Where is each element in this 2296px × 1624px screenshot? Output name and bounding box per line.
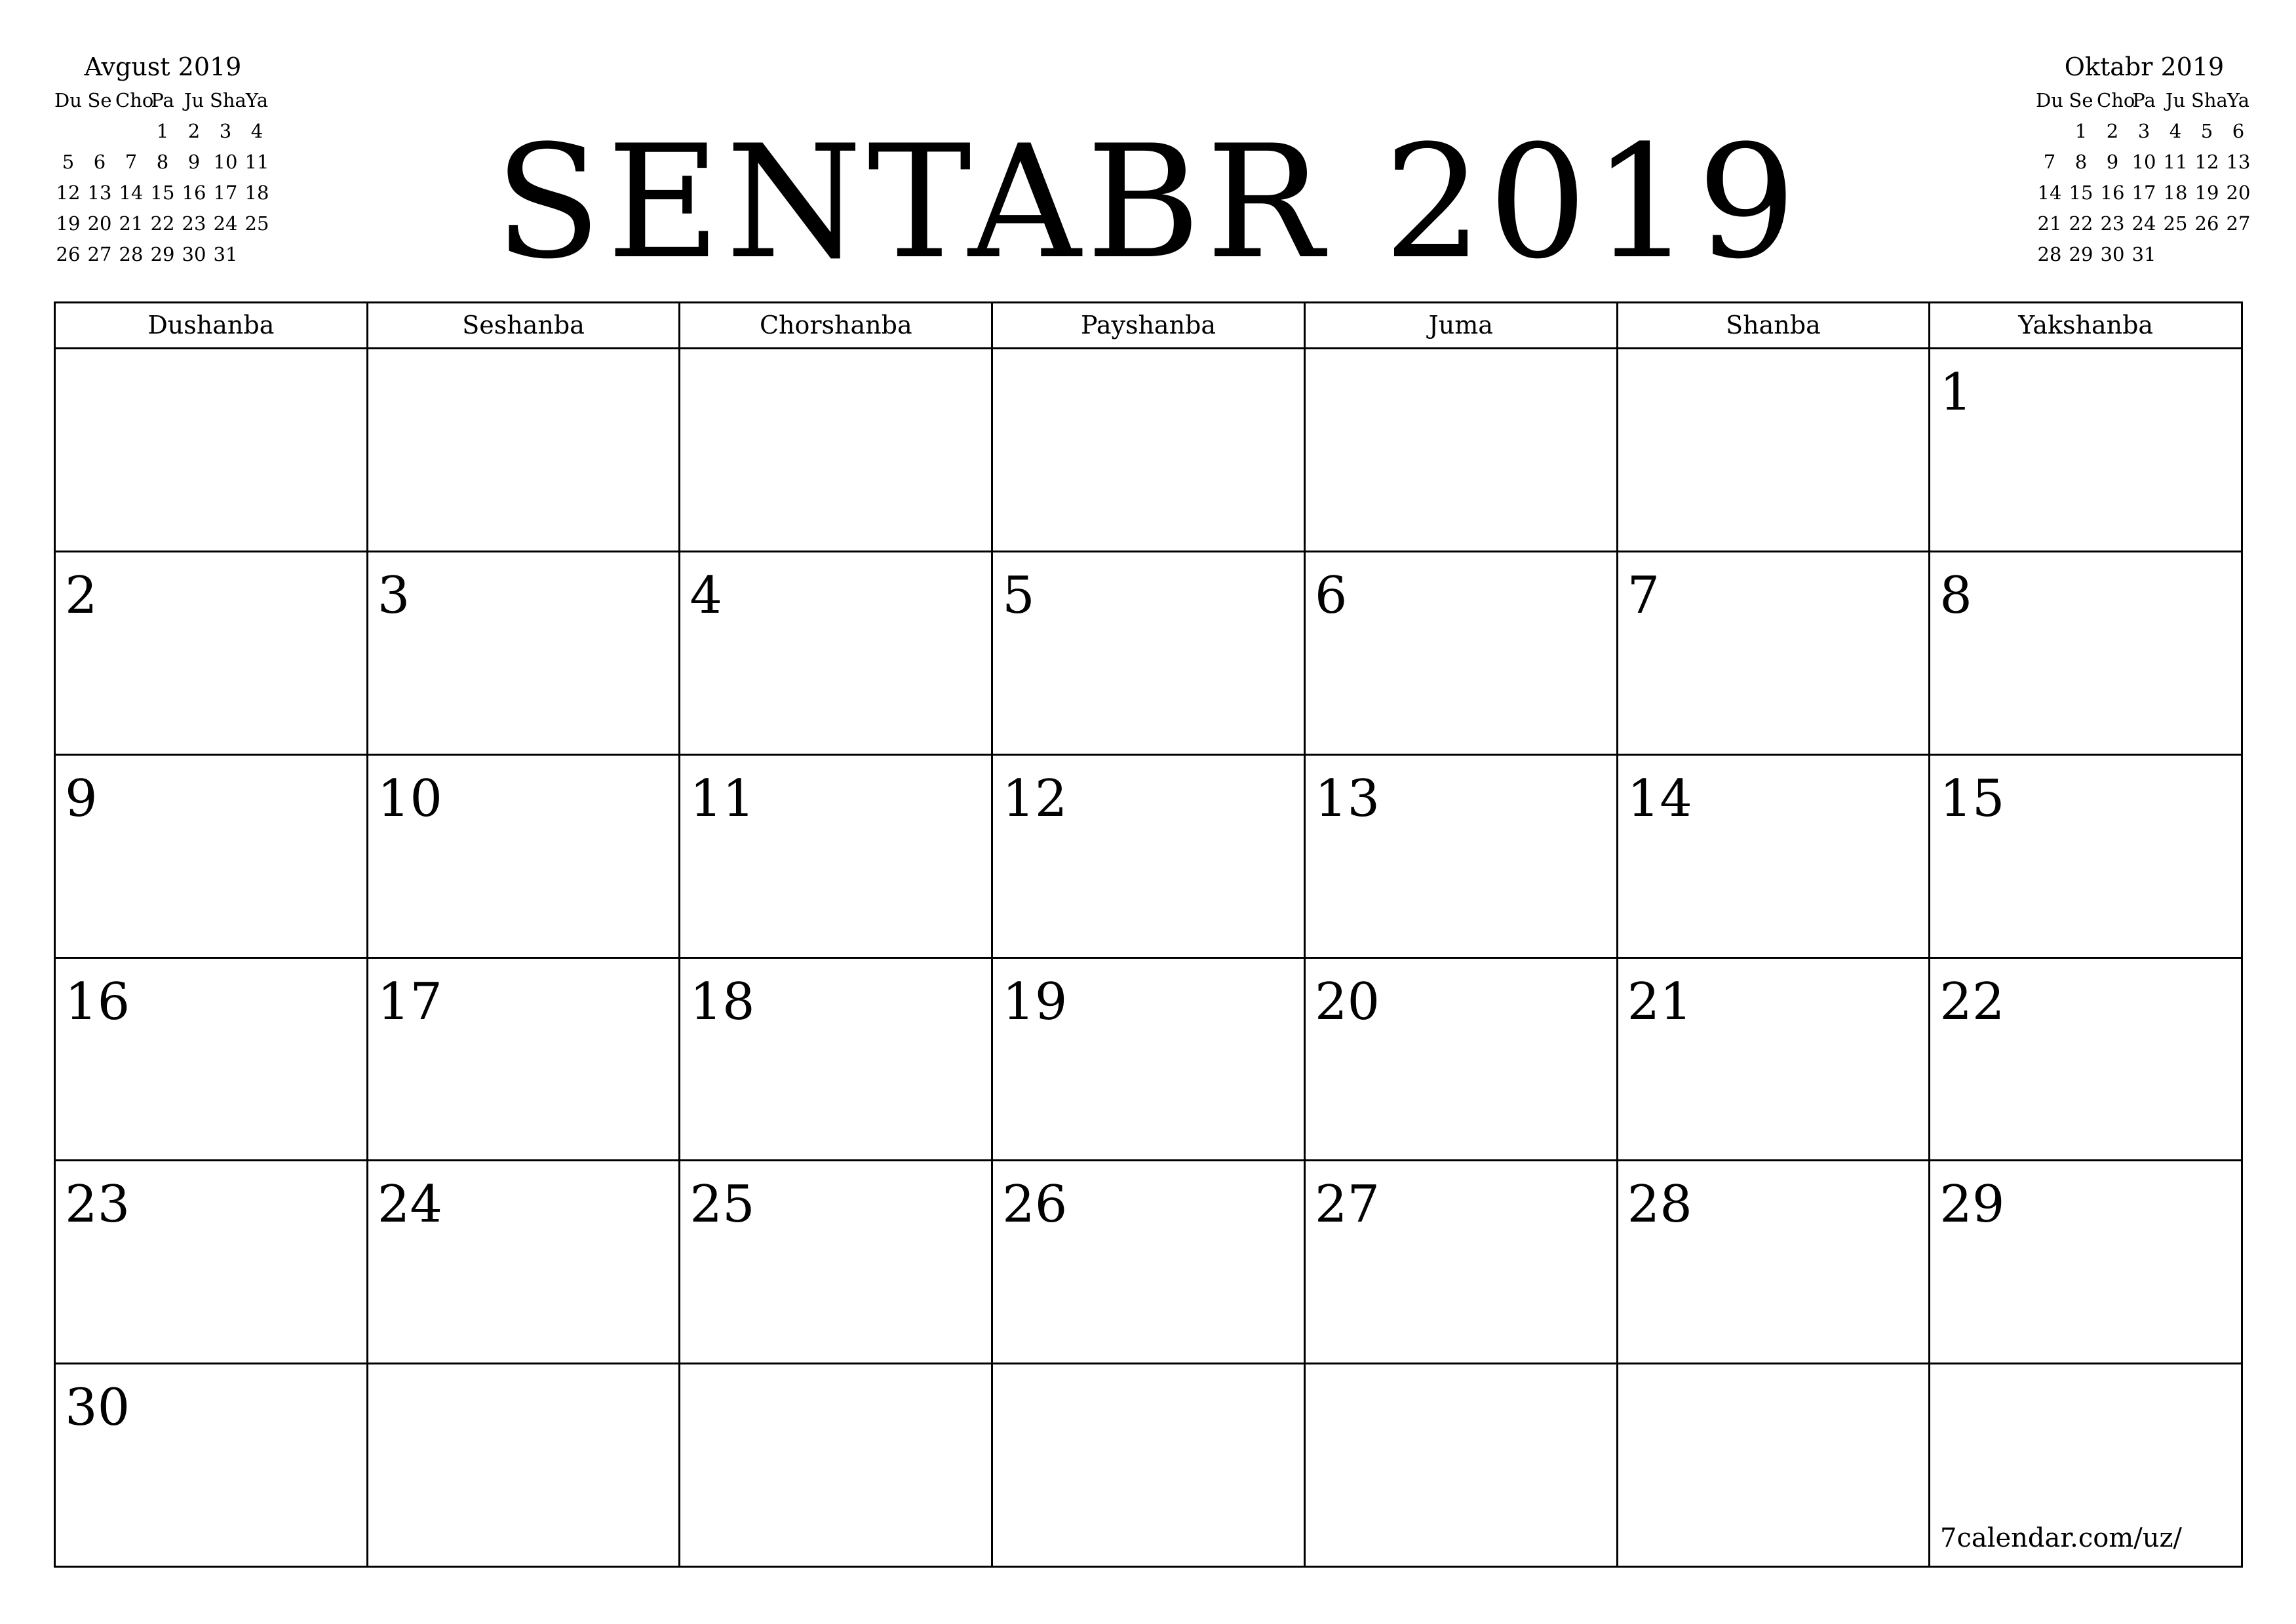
day-cell	[1306, 1161, 1618, 1364]
day-number: 1	[1939, 363, 1972, 422]
day-cell	[1930, 756, 2243, 959]
mini-day-number: 7	[2043, 151, 2056, 173]
day-number: 22	[1939, 972, 2005, 1032]
day-number: 11	[690, 769, 755, 828]
day-number: 6	[1314, 566, 1348, 625]
day-number: 26	[1002, 1175, 1068, 1235]
weekday-header: Seshanba	[368, 303, 681, 349]
mini-day-number: 16	[2100, 182, 2125, 204]
mini-day-number: 27	[87, 243, 112, 265]
mini-day-number: 27	[2226, 212, 2251, 235]
day-number: 2	[65, 566, 98, 625]
mini-day-number: 30	[182, 243, 206, 265]
mini-day-number: 12	[2194, 151, 2219, 173]
mini-day-number: 21	[2037, 212, 2062, 235]
weekday-header: Yakshanba	[1930, 303, 2243, 349]
mini-day-number: 14	[119, 182, 144, 204]
mini-day-number: 6	[2232, 120, 2245, 142]
mini-weekday-label: Sha	[210, 89, 246, 111]
day-cell	[56, 1364, 368, 1568]
mini-day-number: 20	[87, 212, 112, 235]
mini-day-number: 5	[62, 151, 75, 173]
mini-day-number: 10	[213, 151, 238, 173]
mini-weekday-label: Ju	[184, 89, 204, 111]
mini-calendar-title: Avgust 2019	[84, 52, 242, 81]
day-number: 25	[690, 1175, 755, 1235]
empty-day-cell	[1618, 1364, 1931, 1568]
mini-day-number: 22	[2069, 212, 2093, 235]
mini-weekday-label: Cho	[2097, 89, 2135, 111]
mini-day-number: 17	[2131, 182, 2156, 204]
mini-day-number: 23	[182, 212, 206, 235]
mini-day-number: 15	[150, 182, 175, 204]
mini-day-number: 25	[2163, 212, 2188, 235]
mini-day-number: 13	[87, 182, 112, 204]
day-cell	[56, 756, 368, 959]
day-number: 12	[1002, 769, 1068, 828]
mini-day-number: 28	[2037, 243, 2062, 265]
empty-day-cell	[368, 349, 681, 552]
mini-day-number: 12	[56, 182, 81, 204]
empty-day-cell	[680, 1364, 993, 1568]
mini-empty-cell	[2034, 116, 2065, 147]
day-cell	[1306, 756, 1618, 959]
day-cell	[368, 756, 681, 959]
mini-day-number: 15	[2069, 182, 2093, 204]
day-cell	[368, 552, 681, 756]
day-cell	[680, 756, 993, 959]
mini-day-number: 2	[187, 120, 201, 142]
empty-day-cell	[993, 349, 1306, 552]
month-grid	[54, 301, 2243, 1568]
day-cell	[680, 1161, 993, 1364]
day-cell	[1930, 349, 2243, 552]
day-cell	[368, 959, 681, 1162]
mini-calendar-previous	[52, 51, 273, 270]
mini-day-number: 8	[2074, 151, 2088, 173]
mini-weekday-label: Ya	[2227, 89, 2250, 111]
day-number: 5	[1002, 566, 1035, 625]
day-cell	[56, 959, 368, 1162]
mini-day-number: 31	[2131, 243, 2156, 265]
day-number: 30	[65, 1378, 130, 1438]
day-number: 23	[65, 1175, 130, 1235]
day-cell	[993, 756, 1306, 959]
mini-day-number: 9	[187, 151, 201, 173]
day-number: 14	[1627, 769, 1692, 828]
day-number: 3	[377, 566, 410, 625]
mini-empty-cell	[84, 116, 115, 147]
day-number: 29	[1939, 1175, 2005, 1235]
day-cell	[1618, 1161, 1931, 1364]
mini-weekday-label: Ya	[245, 89, 269, 111]
mini-day-number: 14	[2037, 182, 2062, 204]
mini-weekday-label: Du	[2036, 89, 2063, 111]
mini-day-number: 25	[244, 212, 269, 235]
mini-day-number: 9	[2106, 151, 2119, 173]
website-credit: 7calendar.com/uz/	[1940, 1523, 2183, 1553]
mini-day-number: 11	[244, 151, 269, 173]
mini-day-number: 1	[156, 120, 169, 142]
mini-day-number: 18	[2163, 182, 2188, 204]
empty-day-cell	[56, 349, 368, 552]
mini-weekday-label: Cho	[115, 89, 154, 111]
day-number: 20	[1314, 972, 1380, 1032]
mini-day-number: 13	[2226, 151, 2251, 173]
day-cell	[56, 552, 368, 756]
mini-weekday-label: Se	[2069, 89, 2093, 111]
mini-weekday-label: Ju	[2165, 89, 2186, 111]
empty-day-cell	[1306, 1364, 1618, 1568]
weekday-header: Shanba	[1618, 303, 1931, 349]
mini-day-number: 10	[2131, 151, 2156, 173]
mini-day-number: 3	[219, 120, 232, 142]
mini-day-number: 16	[182, 182, 206, 204]
weekday-header: Dushanba	[56, 303, 368, 349]
mini-day-number: 26	[56, 243, 81, 265]
mini-day-number: 19	[56, 212, 81, 235]
mini-day-number: 20	[2226, 182, 2251, 204]
day-number: 15	[1939, 769, 2005, 828]
mini-weekday-label: Pa	[151, 89, 174, 111]
mini-calendar-next	[2034, 51, 2255, 270]
day-number: 13	[1314, 769, 1380, 828]
mini-calendar-grid	[52, 85, 273, 270]
day-number: 10	[377, 769, 442, 828]
mini-calendar-title: Oktabr 2019	[2064, 52, 2225, 81]
day-cell	[680, 552, 993, 756]
day-number: 7	[1627, 566, 1660, 625]
mini-weekday-label: Se	[87, 89, 112, 111]
mini-weekday-label: Sha	[2191, 89, 2228, 111]
mini-day-number: 3	[2137, 120, 2150, 142]
mini-day-number: 4	[2169, 120, 2182, 142]
mini-day-number: 11	[2163, 151, 2188, 173]
mini-day-number: 30	[2100, 243, 2125, 265]
mini-day-number: 7	[125, 151, 138, 173]
day-cell	[1930, 1161, 2243, 1364]
day-cell	[993, 1161, 1306, 1364]
empty-day-cell	[1618, 349, 1931, 552]
day-cell	[1306, 959, 1618, 1162]
day-cell	[1930, 552, 2243, 756]
day-number: 17	[377, 972, 442, 1032]
mini-weekday-label: Du	[54, 89, 82, 111]
empty-day-cell	[1306, 349, 1618, 552]
mini-day-number: 24	[2131, 212, 2156, 235]
day-cell	[1930, 959, 2243, 1162]
mini-day-number: 19	[2194, 182, 2219, 204]
mini-day-number: 31	[213, 243, 238, 265]
day-cell	[368, 1161, 681, 1364]
mini-day-number: 17	[213, 182, 238, 204]
day-cell	[1618, 756, 1931, 959]
mini-day-number: 26	[2194, 212, 2219, 235]
day-cell	[993, 552, 1306, 756]
weekday-header: Juma	[1306, 303, 1618, 349]
day-cell	[993, 959, 1306, 1162]
day-number: 28	[1627, 1175, 1692, 1235]
day-number: 9	[65, 769, 98, 828]
mini-empty-cell	[52, 116, 84, 147]
empty-day-cell	[368, 1364, 681, 1568]
day-cell	[1618, 552, 1931, 756]
day-cell	[56, 1161, 368, 1364]
mini-day-number: 2	[2106, 120, 2119, 142]
mini-day-number: 24	[213, 212, 238, 235]
day-cell	[680, 959, 993, 1162]
mini-day-number: 6	[93, 151, 106, 173]
day-number: 24	[377, 1175, 442, 1235]
weekday-header: Chorshanba	[680, 303, 993, 349]
mini-day-number: 1	[2074, 120, 2088, 142]
mini-day-number: 4	[250, 120, 263, 142]
weekday-header: Payshanba	[993, 303, 1306, 349]
mini-day-number: 21	[119, 212, 144, 235]
mini-day-number: 18	[244, 182, 269, 204]
mini-day-number: 5	[2200, 120, 2213, 142]
mini-day-number: 29	[2069, 243, 2093, 265]
day-cell	[1618, 959, 1931, 1162]
empty-day-cell	[993, 1364, 1306, 1568]
mini-day-number: 28	[119, 243, 144, 265]
day-number: 8	[1939, 566, 1972, 625]
mini-day-number: 8	[156, 151, 169, 173]
empty-day-cell	[680, 349, 993, 552]
day-number: 27	[1314, 1175, 1380, 1235]
mini-day-number: 29	[150, 243, 175, 265]
day-number: 19	[1002, 972, 1068, 1032]
day-cell	[1306, 552, 1618, 756]
mini-calendar-grid	[2034, 85, 2255, 270]
mini-empty-cell	[115, 116, 147, 147]
day-number: 16	[65, 972, 130, 1032]
day-number: 21	[1627, 972, 1692, 1032]
mini-day-number: 23	[2100, 212, 2125, 235]
mini-weekday-label: Pa	[2132, 89, 2156, 111]
day-number: 4	[690, 566, 723, 625]
day-number: 18	[690, 972, 755, 1032]
mini-day-number: 22	[150, 212, 175, 235]
page-title: SENTABR 2019	[494, 112, 1802, 294]
